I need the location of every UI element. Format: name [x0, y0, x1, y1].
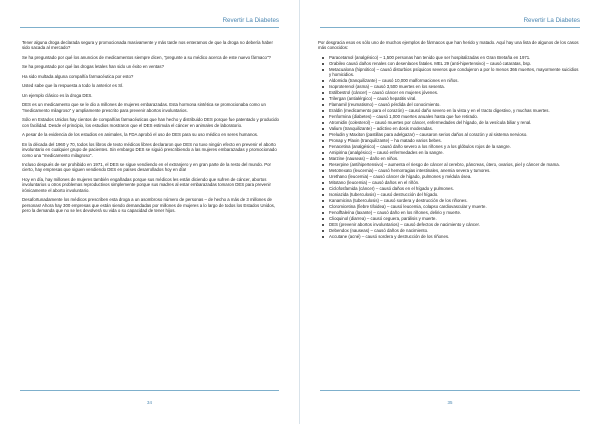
right-page — [300, 0, 600, 424]
paragraph: Incluso después de ser prohibido en 1971, el DES se sigue vendiendo en el extranjero y en gran parte de la resto del mundo. Por cierto, hay empresas que siguen vendiendo DES en países desarrollados hoy en día! — [22, 162, 271, 173]
list-item: Metotrexato (leucemia) – causó hemorragias intestinales, anemia severa y tumores. — [329, 168, 580, 173]
list-item: Clioquinol (diarrea) – causó ceguera, parálisis y muerte. — [329, 216, 580, 221]
paragraph: Desafortunadamente los médicos prescriben esta droga a un asombroso número de personas – de hecho a más de 3 millones de personas! Ahora hay 300 empresas que están siendo demandadas por millones de mujeres a lo largo de todos los Estados Unidos, pero la demanda que no se les devolverá su vida o su capacidad de tener hijos. — [22, 197, 276, 214]
list-item: Accutane (acné) – causó sordera y destrucción de los riñones. — [329, 234, 580, 239]
paragraph: En la década del 1960 y 70, todos los libros de texto médicos libres declararon que DES no tuvo ningún efecto en prevenir el aborto involuntario en cualquier grupo de pacientes. Sin embargo DES se siguió prescribiendo a las mujeres embarazadas y promocionado como una "medicamento milagroso". — [22, 141, 277, 158]
list-item: Reserpine (antihipertensivo) – aumenta el riesgo de cáncer al cerebro, páncreas, útero, ovarios, piel y cáncer de mama. — [329, 162, 580, 167]
list-item: Amipirina (analgésico) – causó enfermedades en la sangre. — [329, 150, 580, 155]
paragraph: Sólo en Estados Unidos hay cientos de compañías farmacéuticas que han hecho y distribuido DES porque fue patentado y producido con facilidad. Desde el principio, los estudios mostraron que el DES estimula el cáncer en animales de laboratorio. — [22, 117, 279, 128]
paragraph: DES es un medicamento que se le dio a millones de mujeres embarazadas. Esta hormona sintética se promocionaba como un "medicamento milagroso" y ampliamente prescrito para prevenir abortos involuntarios. — [22, 102, 266, 113]
paragraph: Ha sido multada alguna compañía farmacéutica por esto? — [22, 73, 134, 79]
list-item: Pronap y Plaxin (tranquilizante) – ha matado varios bebes. — [329, 138, 580, 143]
list-item: Isoproterenol (asma) – causó 3,500 muertes en los sesenta. — [329, 84, 580, 89]
list-item: Paracetamol (analgésico) – 1,500 personas han tenido que ser hospitalizadas en Gran Bretaña en 1971. — [329, 55, 580, 60]
drug-list — [318, 55, 580, 240]
list-item: Eraldin (medicamento para el corazón) – causó daño severo en la vista y en el tracto digestivo, y muchas muertes. — [329, 108, 580, 113]
list-item: Metacualona (hipnótico) – causó disturbios psíquicos severos que condujeron a por lo menos 366 muertes, mayormente suicidios y homicidios. — [329, 66, 579, 78]
list-item: Isoniazida (tuberculosis) – causó destrucción del hígado. — [329, 192, 580, 197]
list-item: Valium (tranquilizante) – adictivo en dosis moderadas. — [329, 126, 580, 131]
list-item: Fenacetina (analgésico) – causó daño severo a los riñones y a los glóbulos rojos de la sangre. — [329, 144, 580, 149]
right-page-body — [318, 40, 580, 240]
running-head: Revertir La Diabetes — [20, 14, 279, 28]
list-item: Orabilex causó daños renales con desenlaces fatales. MEL 29 (anti-hipertensivo) – causó cataratas, bsp. — [329, 61, 580, 66]
paragraph: A pesar de la evidencia de los estudios en animales, la FDA aprobó el uso de DES para su uso médico en seres humanos. — [22, 132, 259, 138]
page-number: 35 — [447, 400, 453, 405]
list-item: Debendox (nauseas) – causó daños de nacimiento. — [329, 228, 580, 233]
list-item: Fenformina (diabetes) – causó 1,000 muertes anuales hasta que fue retirado. — [329, 114, 580, 119]
list-item: Estilbestrol (cáncer) – causó cáncer en mujeres jóvenes. — [329, 90, 580, 95]
intro-paragraph: Por desgracia esos es sólo uno de muchos ejemplos de fármacos que han herido y matado. Aquí hay una lista de algunos de los casos más conocidos: — [318, 40, 579, 51]
list-item: Urethano (leucemia) – causó cáncer de hígado, pulmones y médula ósea. — [329, 174, 580, 179]
list-item: Aldomida (tranquilizante) – causó 10,000 malformaciones en niños. — [329, 78, 580, 83]
list-item: Fenolftaleína (laxante) – causó daño en los riñones, delirio y muerte. — [329, 210, 580, 215]
paragraph: Un ejemplo clásico es la droga DES. — [22, 92, 93, 98]
left-page-body — [22, 40, 281, 218]
list-item: Ciclofosfamida (cáncer) – causó daños en el hígado y pulmones. — [329, 186, 580, 191]
footer-rule — [320, 390, 580, 398]
page-number: 34 — [147, 400, 152, 405]
running-head: Revertir La Diabetes — [320, 14, 580, 28]
list-item: Marzine (nauseas) – daño en niños. — [329, 156, 580, 161]
list-item: Cloromicetina (fiebre tifoidea) – causó leucemia, colapso cardiovascular y muerte. — [329, 204, 580, 209]
list-item: Preludin y Maxiton (pastillas para adelgazar) – causaron serios daños al corazón y al sistema nervioso. — [329, 132, 580, 137]
paragraph: Se ha preguntado por qué los anuncios de medicamentos siempre dicen, "pregunte a su médico acerca de este nuevo fármaco"? — [22, 54, 271, 60]
list-item: Mitotano (leucemia) – causó daños en el riñón. — [329, 180, 580, 185]
paragraph: Usted sabe que la respuesta a todo lo anterior es SÍ. — [22, 83, 124, 89]
list-item: Atromidin (colesterol) – causó muertes por cáncer, enfermedades del hígado, de la vesícula biliar y renal. — [329, 120, 580, 125]
list-item: Flamamil (reumatismo) – causó pérdida del conocimiento. — [329, 102, 580, 107]
list-item: Trilergan (antialérgico) – causó hepatitis viral. — [329, 96, 580, 101]
paragraph: Tener alguna droga declarada segura y promocionada masivamente y más tarde nos enteramos de que la droga no debería haber sido sacada al mercado? — [22, 40, 273, 51]
list-item: Kanamicina (tuberculosis) – causó sordera y destrucción de los riñones. — [329, 198, 580, 203]
footer-rule — [20, 390, 279, 398]
paragraph: Hoy en día, hay millones de mujeres también engañadas porque sus médicos les están diciendo que sufren de cáncer, abortos involuntarios u otros problemas reproductivos simplemente porque sus madres al estar embarazadas tomaron DES para prevenir irónicamente el aborto involuntario. — [22, 176, 271, 193]
paragraph: Se ha preguntado por qué las drogas letales han sido un éxito en ventas? — [22, 64, 164, 70]
list-item: DES (prevenir abortos involuntarios) – causó defectos de nacimiento y cáncer. — [329, 222, 580, 227]
